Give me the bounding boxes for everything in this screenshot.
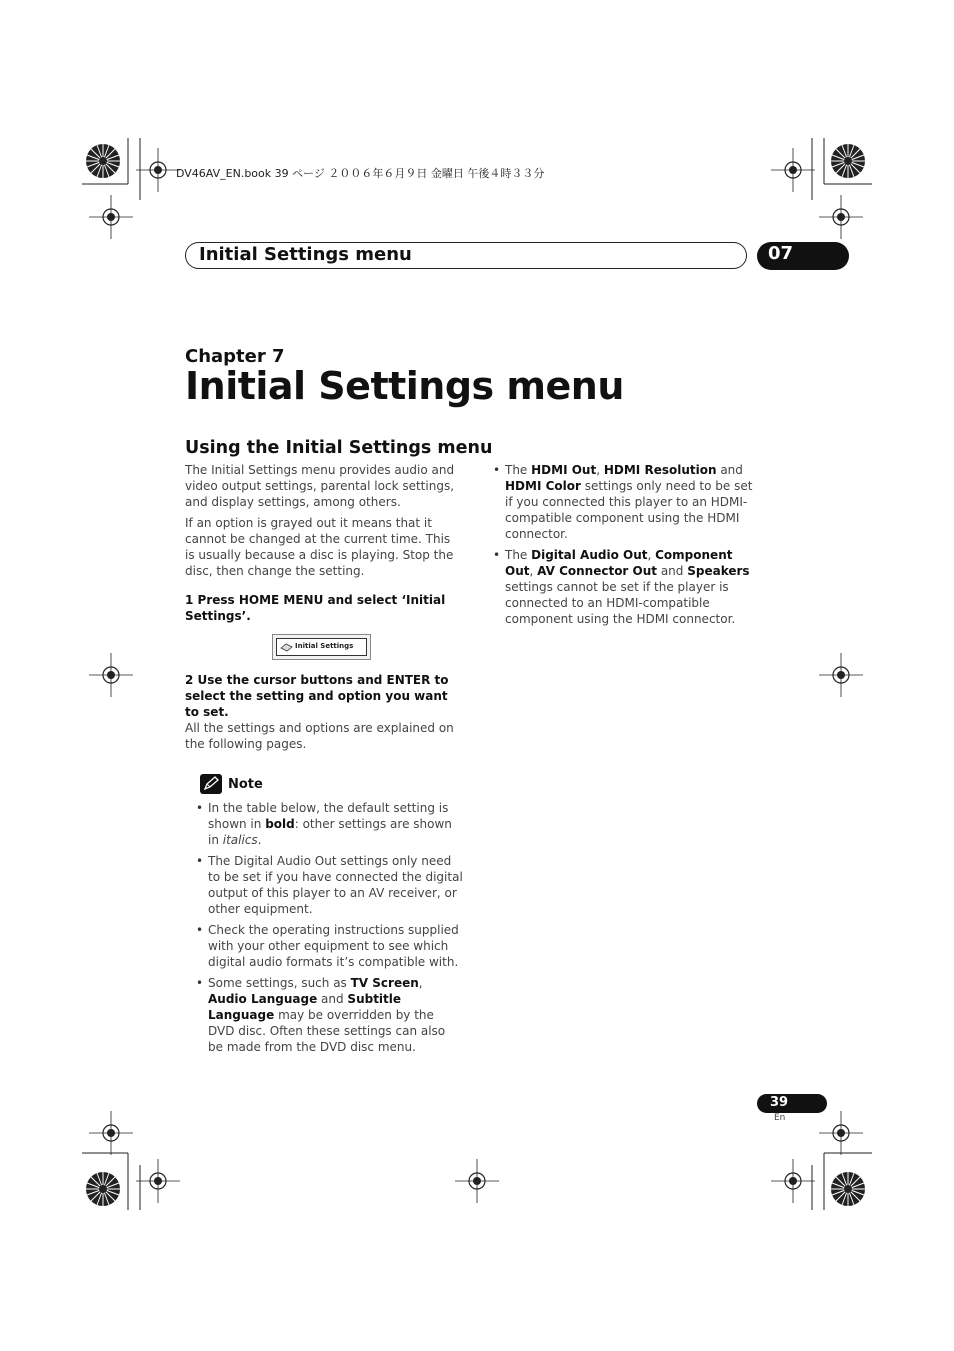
chapter-number-badge <box>757 242 849 270</box>
print-header: DV46AV_EN.book 39 ページ ２００６年６月９日 金曜日 午後４時３３分 <box>176 167 545 180</box>
running-header <box>185 242 747 269</box>
running-header-title: Initial Settings menu <box>199 244 412 265</box>
note-bullet: • Check the operating instructions supplied with your other equipment to see which digital audio formats it’s compatible with. <box>195 922 463 970</box>
note-list <box>195 800 463 1060</box>
note-bullet: • Some settings, such as TV Screen, Audio Language and Subtitle Language may be overridden by the DVD disc. Often these settings can also be made from the DVD disc menu. <box>195 975 463 1055</box>
page-language: En <box>774 1113 786 1123</box>
page-number-badge <box>757 1094 827 1113</box>
screen-illustration <box>272 634 371 660</box>
note-bullet: • The Digital Audio Out settings only need to be set if you have connected the digital output of this player to an AV receiver, or other equipment. <box>195 853 463 917</box>
pencil-icon-graphic <box>200 774 222 794</box>
step-2: 2 Use the cursor buttons and ENTER to select the setting and option you want to set. <box>185 673 449 719</box>
intro-paragraph: If an option is grayed out it means that it cannot be changed at the current time. This is usually because a disc is playing. Stop the disc, then change the setting. <box>185 516 454 578</box>
right-bullet: • The Digital Audio Out, Component Out, AV Connector Out and Speakers settings cannot be set if the player is connected to an HDMI-compatible component using the HDMI connector. <box>492 547 762 627</box>
step-2-detail: All the settings and options are explained on the following pages. <box>185 721 454 751</box>
step-1: 1 Press HOME MENU and select ‘Initial Settings’. <box>185 593 446 623</box>
right-column <box>492 462 762 632</box>
page-number: 39 <box>770 1095 789 1110</box>
chapter-label: Chapter 7 <box>185 346 285 367</box>
chapter-title: Initial Settings menu <box>185 364 624 408</box>
pencil-icon <box>200 774 222 794</box>
left-column <box>185 462 463 624</box>
intro-paragraph: The Initial Settings menu provides audio and video output settings, parental lock settings, and display settings, among others. <box>185 463 455 509</box>
screen-label: Initial Settings <box>295 642 354 650</box>
section-heading: Using the Initial Settings menu <box>185 438 493 458</box>
note-bullet: • In the table below, the default setting is shown in bold: other settings are shown in italics. <box>195 800 463 848</box>
note-label: Note <box>228 777 263 792</box>
left-column-steps <box>185 672 463 752</box>
screen-menu-item <box>276 638 367 656</box>
right-bullet: • The HDMI Out, HDMI Resolution and HDMI Color settings only need to be set if you connected this player to an HDMI-compatible component using the HDMI connector. <box>492 462 762 542</box>
settings-icon <box>280 642 293 652</box>
chapter-number: 07 <box>768 243 794 264</box>
